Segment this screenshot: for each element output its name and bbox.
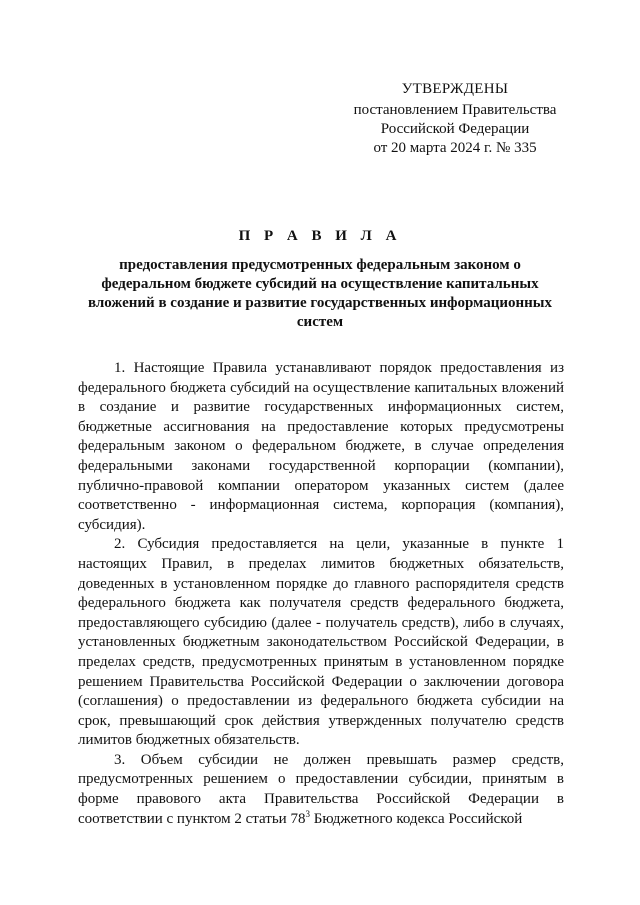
paragraph-3-text-after: Бюджетного кодекса Российской	[309, 810, 523, 827]
approval-stamp	[330, 80, 580, 158]
article-superscript: 3	[305, 808, 310, 819]
paragraph-3-text-before: 3. Объем субсидии не должен превышать размер средств, предусмотренных решением о предоставлении субсидии, принятым в форме правового акта Правительства Российской Федерации в соответствии с пунктом 2 статьи 78	[78, 751, 564, 827]
approval-heading: УТВЕРЖДЕНЫ	[401, 81, 509, 97]
document-body	[78, 359, 564, 829]
document-title: П Р А В И Л А	[238, 228, 402, 244]
paragraph-2: 2. Субсидия предоставляется на цели, указанные в пункте 1 настоящих Правил, в пределах лимитов бюджетных обязательств, доведенных в установленном порядке до главного распорядителя средств федерального бюджета как получателя средств федерального бюджета, предоставляющего субсидию (далее - получатель средств), либо в случаях, установленных бюджетным законодательством Российской Федерации, в пределах средств, предусмотренных принятым в установленном порядке решением Правительства Российской Федерации о заключении договора (соглашения) о предоставлении из федерального бюджета субсидии на срок, превышающий срок действия утвержденных получателю средств лимитов бюджетных обязательств.	[78, 536, 564, 749]
document-subtitle: предоставления предусмотренных федеральным законом о федеральном бюджете субсидий на осуществление капитальных вложений в создание и развитие государственных информационных систем	[87, 257, 553, 330]
title-block	[78, 226, 562, 332]
paragraph-3	[78, 751, 564, 829]
approval-line-1: постановлением Правительства	[353, 102, 557, 118]
approval-line-3: от 20 марта 2024 г. № 335	[373, 140, 537, 156]
paragraph-1: 1. Настоящие Правила устанавливают порядок предоставления из федерального бюджета субсидий на осуществление капитальных вложений в создание и развитие государственных информационных систем, бюджетные ассигнования на предоставление которых предусмотрены федеральным законом о федеральном бюджете, в случае определения федеральными законами государственной корпорации (компании), публично-правовой компании оператором указанных систем (далее соответственно - информационная система, корпорация (компания), субсидия).	[78, 360, 564, 533]
approval-line-2: Российской Федерации	[380, 121, 530, 137]
